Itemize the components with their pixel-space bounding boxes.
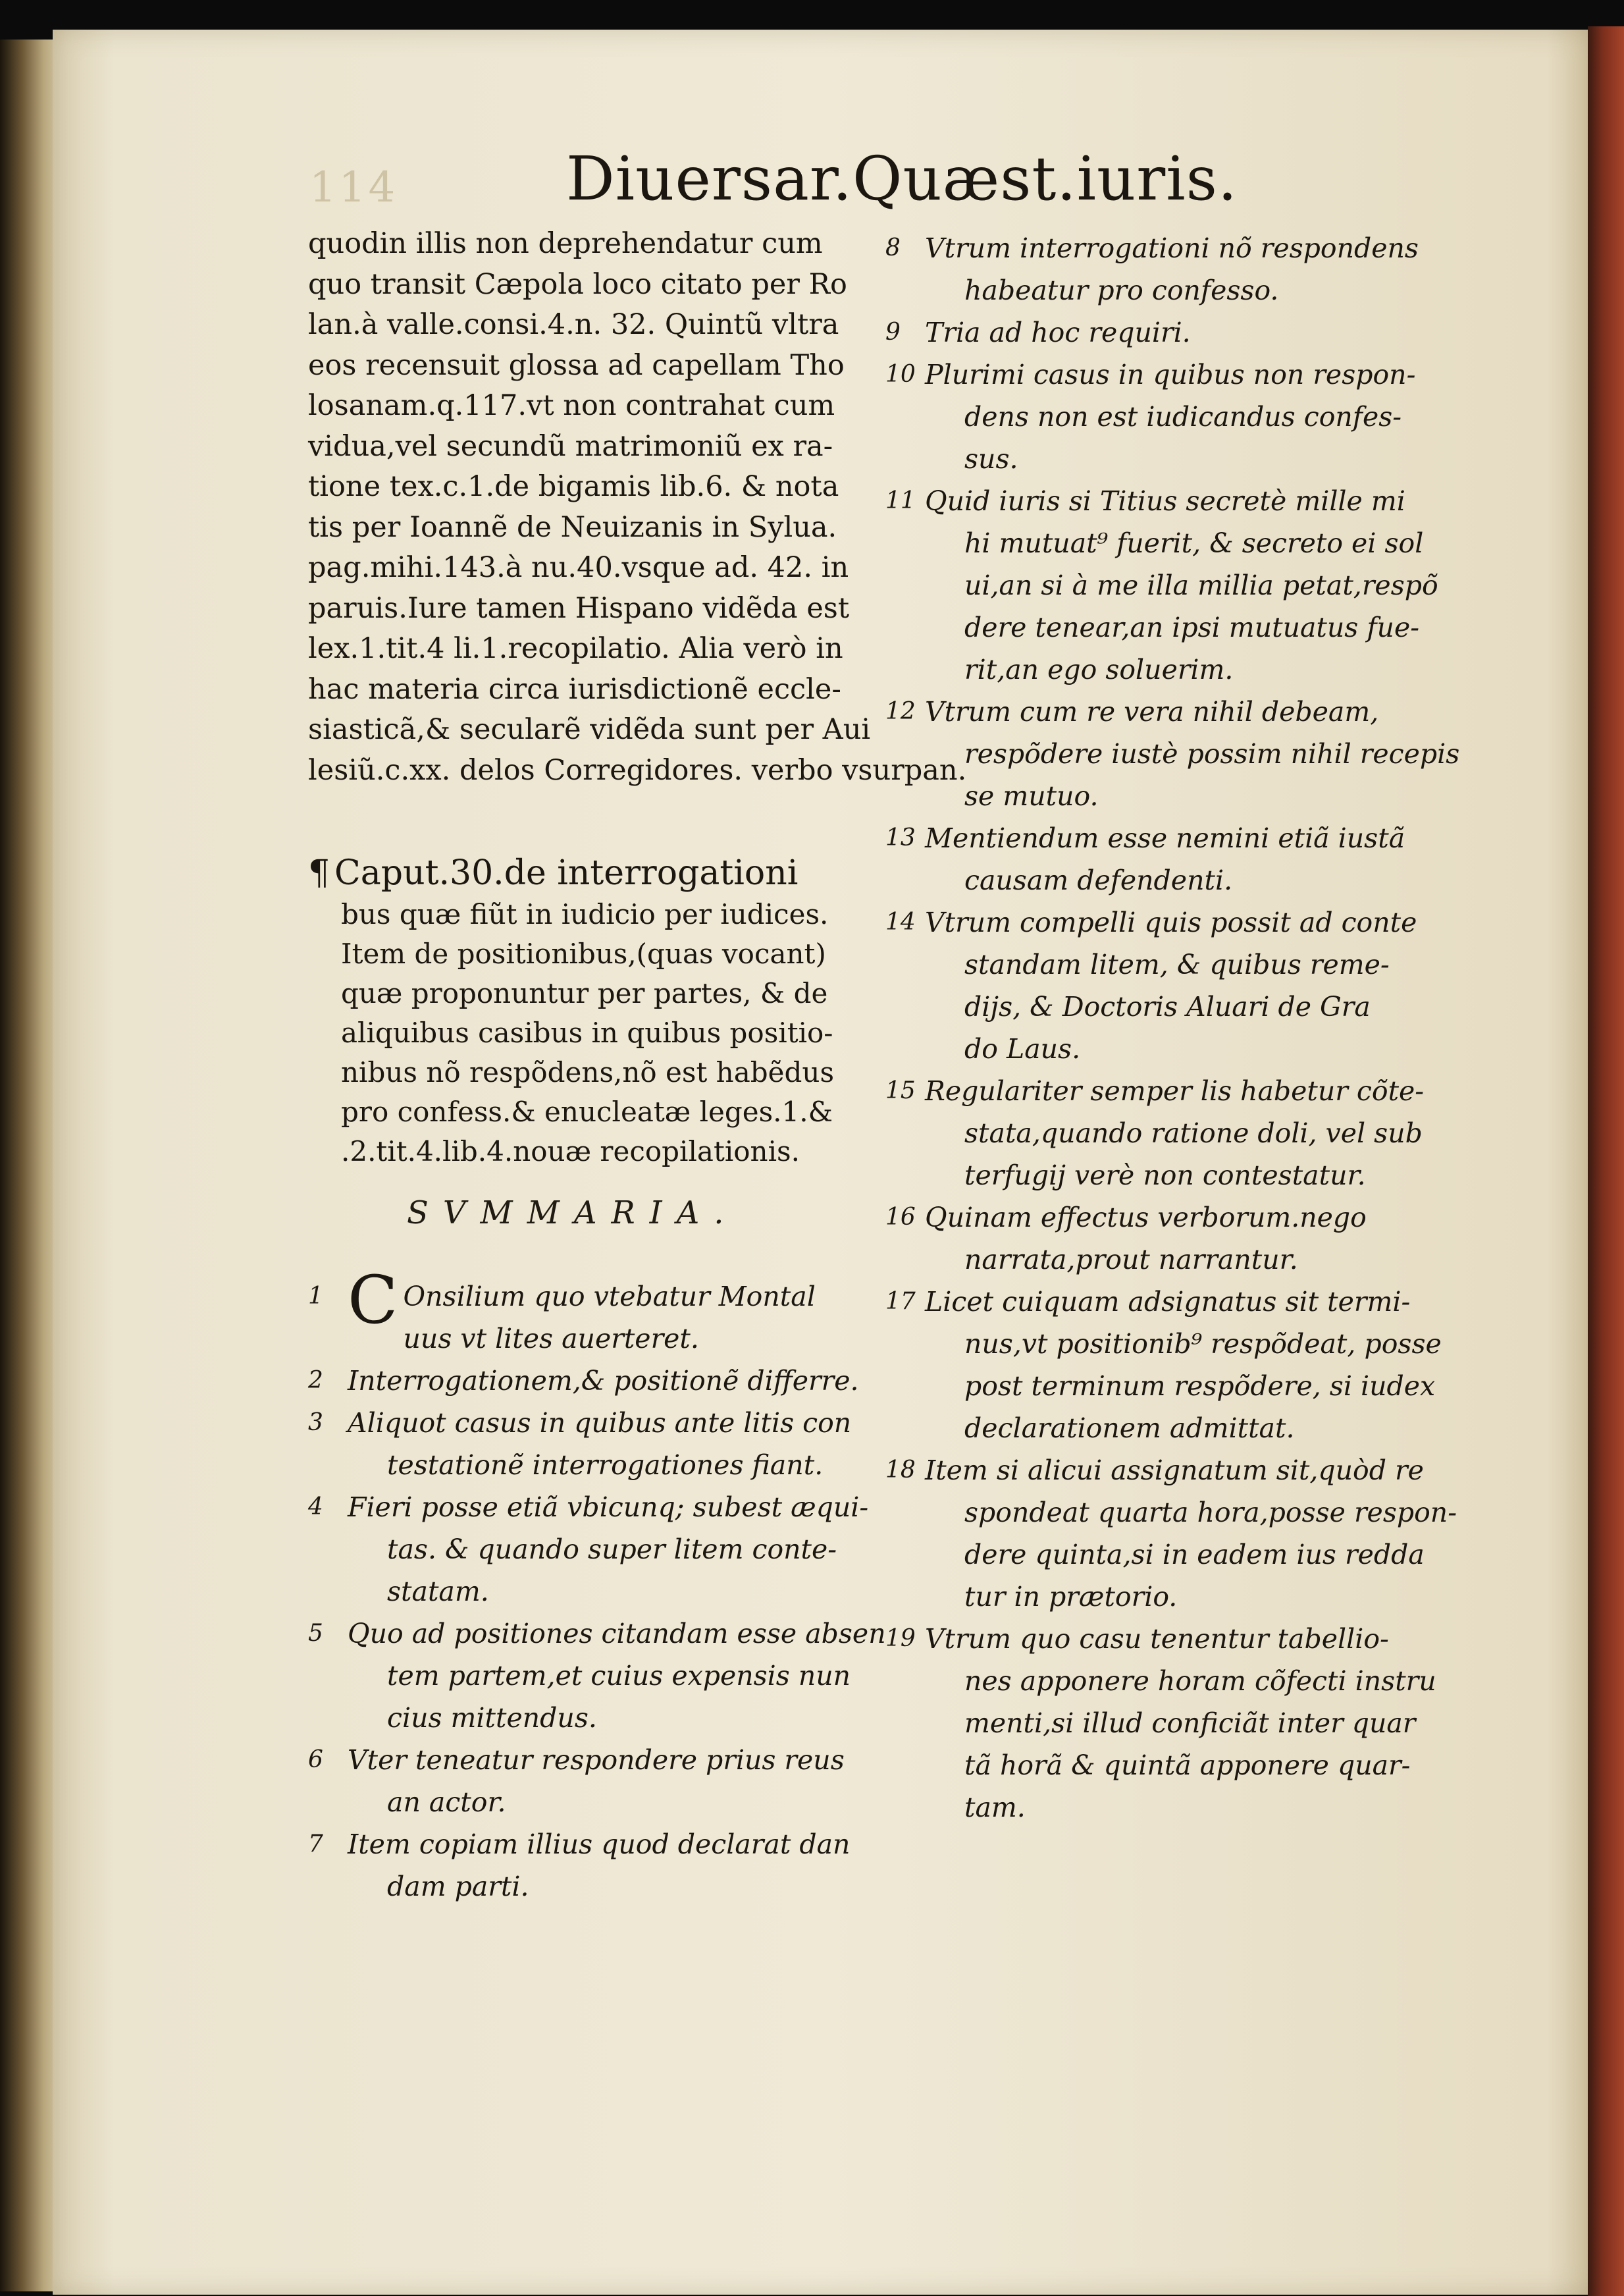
entry-line <box>885 1576 1412 1618</box>
summary-entry <box>885 1449 1457 1618</box>
entry-number: 8 <box>885 234 901 261</box>
entry-text: Fieri posse etiã vbicunq; subest æqui- <box>348 1491 869 1523</box>
entry-text: tã horã & quintã apponere quar- <box>964 1749 1411 1781</box>
entry-text: tas. & quando super litem conte- <box>387 1534 837 1565</box>
entry-line <box>885 1702 1416 1744</box>
summaria-list-left <box>308 1262 886 1908</box>
entry-line <box>885 227 1419 269</box>
entry-line <box>885 944 1412 986</box>
chapter-line: nibus nõ respõdens,nõ est habẽdus <box>341 1056 835 1088</box>
summary-entry <box>885 901 1417 1070</box>
entry-line <box>308 1360 859 1402</box>
summaria-heading: SVMMARIA. <box>407 1194 739 1231</box>
entry-line <box>885 1028 1412 1070</box>
entry-line <box>885 1196 1412 1239</box>
entry-line <box>885 1070 1425 1112</box>
entry-line <box>885 1449 1424 1491</box>
entry-text: dere quinta,si in eadem ius redda <box>964 1539 1425 1570</box>
entry-text: tem partem,et cuius expensis nun <box>387 1660 851 1692</box>
entry-line <box>308 1570 835 1613</box>
entry-text: rit,an ego soluerim. <box>964 654 1234 685</box>
entry-line <box>308 1655 851 1697</box>
entry-line <box>308 1697 835 1739</box>
entry-number: 1 <box>308 1283 323 1310</box>
entry-text: Quid iuris si Titius secretè mille mi <box>925 485 1405 517</box>
entry-line <box>885 1365 1436 1407</box>
chapter-line: quæ proponuntur per partes, & de <box>341 977 828 1009</box>
entry-line <box>885 1112 1423 1154</box>
entry-line <box>885 269 1412 311</box>
entry-number: 7 <box>308 1830 323 1857</box>
entry-line <box>308 1613 886 1655</box>
chapter-title: Caput.30.de interrogationi <box>334 853 799 893</box>
entry-line <box>885 606 1420 649</box>
entry-line <box>885 480 1412 522</box>
entry-text: Vtrum cum re vera nihil debeam, <box>925 696 1379 728</box>
entry-text: Aliquot casus in quibus ante litis con <box>348 1407 852 1439</box>
summary-entry <box>885 691 1460 817</box>
entry-number: 15 <box>885 1077 916 1104</box>
entry-text: cius mittendus. <box>387 1702 597 1734</box>
folio-number: 114 <box>309 163 398 212</box>
entry-line <box>885 1154 1412 1196</box>
chapter-line: pro confess.& enucleatæ leges.1.& <box>341 1096 833 1128</box>
entry-text: Item si alicui assignatum sit,quòd re <box>925 1455 1424 1486</box>
entry-text: dam parti. <box>387 1871 529 1902</box>
body-line: lex.1.tit.4 li.1.recopilatio. Alia verò in <box>308 632 843 665</box>
entry-text: habeatur pro confesso. <box>964 275 1279 306</box>
chapter-line: aliquibus casibus in quibus positio- <box>341 1017 833 1049</box>
summaria-list-right <box>885 227 1460 1829</box>
entry-text: Vtrum quo casu tenentur tabellio- <box>925 1623 1389 1655</box>
entry-text: spondeat quarta hora,posse respon- <box>964 1497 1457 1528</box>
chapter-lines <box>308 895 835 1171</box>
entry-text: nes apponere horam cõfecti instru <box>964 1665 1436 1697</box>
entry-text: Vtrum compelli quis possit ad conte <box>925 907 1417 938</box>
entry-text: Vter teneatur respondere prius reus <box>348 1744 845 1776</box>
summary-entry <box>308 1739 845 1823</box>
body-line: eos recensuit glossa ad capellam Tho <box>308 348 845 382</box>
entry-line <box>885 901 1417 944</box>
entry-number: 2 <box>308 1367 323 1394</box>
body-line: lesiũ.c.xx. delos Corregidores. verbo vsurpan. <box>308 753 967 787</box>
entry-line <box>885 1618 1412 1660</box>
entry-line <box>885 1660 1436 1702</box>
entry-line <box>885 564 1438 606</box>
entry-text: do Laus. <box>964 1033 1081 1065</box>
body-line: paruis.Iure tamen Hispano vidẽda est <box>308 591 850 625</box>
entry-number: 3 <box>308 1409 323 1436</box>
entry-text: Quinam effectus verborum.nego <box>925 1202 1367 1233</box>
entry-text: Vtrum interrogationi nõ respondens <box>925 232 1419 264</box>
entry-number: 18 <box>885 1456 916 1483</box>
body-line: quodin illis non deprehendatur cum <box>308 227 823 260</box>
entry-text: standam litem, & quibus reme- <box>964 949 1390 980</box>
summary-entry <box>308 1823 851 1908</box>
entry-line <box>885 311 1412 354</box>
entry-line <box>885 438 1412 480</box>
summary-entry <box>885 1281 1442 1449</box>
entry-text: an actor. <box>387 1786 506 1818</box>
chapter-line: bus quæ fiũt in iudicio per iudices. <box>341 898 829 930</box>
entry-line <box>308 1528 835 1570</box>
entry-number: 6 <box>308 1746 323 1773</box>
chapter-first-line <box>308 851 835 895</box>
chapter-line: Item de positionibus,(quas vocant) <box>341 938 826 970</box>
summary-entry <box>308 1613 886 1739</box>
entry-line <box>885 986 1412 1028</box>
entry-number: 19 <box>885 1625 916 1652</box>
summary-entry <box>885 1618 1436 1829</box>
entry-line <box>885 859 1412 901</box>
entry-line <box>308 1781 835 1823</box>
entry-text: sus. <box>964 443 1018 475</box>
entry-line <box>885 1281 1412 1323</box>
entry-text: tam. <box>964 1792 1026 1823</box>
entry-text: hi mutuat⁹ fuerit, & secreto ei sol <box>964 527 1424 559</box>
entry-text: menti,si illud conficiãt inter quar <box>964 1707 1416 1739</box>
entry-text: ui,an si à me illa millia petat,respõ <box>964 570 1438 601</box>
summary-entry <box>885 817 1412 901</box>
entry-line <box>885 691 1412 733</box>
entry-line <box>885 1534 1425 1576</box>
entry-text: Regulariter semper lis habetur cõte- <box>925 1075 1425 1107</box>
entry-line <box>885 1239 1412 1281</box>
body-line: losanam.q.117.vt non contrahat cum <box>308 389 835 422</box>
summary-entry <box>885 1070 1425 1196</box>
summary-entry <box>885 311 1412 354</box>
entry-text: uus vt lites auerteret. <box>403 1323 699 1354</box>
entry-line <box>885 396 1412 438</box>
body-line: quo transit Cæpola loco citato per Ro <box>308 267 847 301</box>
entry-line <box>308 1402 852 1444</box>
entry-text: dijs, & Doctoris Aluari de Gra <box>964 991 1371 1023</box>
entry-text: se mutuo. <box>964 780 1099 812</box>
entry-text: Licet cuiquam adsignatus sit termi- <box>925 1286 1411 1318</box>
entry-text: terfugij verè non contestatur. <box>964 1160 1366 1191</box>
entry-number: 10 <box>885 361 916 388</box>
entry-line <box>885 1786 1412 1829</box>
entry-text: Onsilium quo vtebatur Montal <box>403 1281 816 1312</box>
entry-line <box>885 1744 1412 1786</box>
entry-number: 5 <box>308 1620 323 1647</box>
body-line: hac materia circa iurisdictionẽ eccle- <box>308 672 841 706</box>
entry-line <box>885 733 1460 775</box>
entry-number: 17 <box>885 1288 916 1315</box>
summary-entry <box>885 480 1438 691</box>
entry-line <box>885 1407 1412 1449</box>
body-line: tis per Ioannẽ de Neuizanis in Sylua. <box>308 510 837 544</box>
entry-line <box>308 1865 835 1908</box>
entry-line <box>885 354 1416 396</box>
summary-entry <box>308 1360 859 1402</box>
entry-text: respõdere iustè possim nihil recepis <box>964 738 1460 770</box>
drop-cap: C <box>348 1262 398 1339</box>
summary-entry <box>885 227 1419 311</box>
body-line: pag.mihi.143.à nu.40.vsque ad. 42. in <box>308 551 849 584</box>
summary-entry <box>885 354 1416 480</box>
entry-line <box>885 1491 1457 1534</box>
entry-number: 11 <box>885 487 916 514</box>
entry-line <box>885 1323 1442 1365</box>
entry-text: Item copiam illius quod declarat dan <box>348 1829 851 1860</box>
summary-entry <box>885 1196 1412 1281</box>
entry-number: 16 <box>885 1204 916 1231</box>
chapter-heading <box>308 851 835 1171</box>
entry-text: causam defendenti. <box>964 865 1233 896</box>
book-spine-right <box>1588 26 1624 2296</box>
summary-entry <box>308 1262 835 1360</box>
entry-text: Interrogationem,& positionẽ differre. <box>348 1365 859 1397</box>
body-line: vidua,vel secundũ matrimoniũ ex ra- <box>308 429 833 463</box>
body-line: tione tex.c.1.de bigamis lib.6. & nota <box>308 470 839 503</box>
right-column <box>885 227 1460 1829</box>
entry-text: declarationem admittat. <box>964 1412 1295 1444</box>
entry-line <box>885 649 1412 691</box>
pilcrow-mark: ¶ <box>308 853 330 893</box>
entry-line <box>308 1739 845 1781</box>
entry-line <box>308 1486 869 1528</box>
body-line: siasticã,& secularẽ vidẽda sunt per Aui <box>308 713 871 746</box>
entry-text: Tria ad hoc requiri. <box>925 317 1191 348</box>
entry-number: 14 <box>885 909 916 936</box>
entry-text: tur in prætorio. <box>964 1581 1178 1613</box>
entry-text: statam. <box>387 1576 489 1607</box>
entry-line <box>885 817 1412 859</box>
entry-text: Mentiendum esse nemini etiã iustã <box>925 822 1405 854</box>
entry-text: stata,quando ratione doli, vel sub <box>964 1117 1423 1149</box>
entry-text: narrata,prout narrantur. <box>964 1244 1298 1275</box>
entry-number: 13 <box>885 824 916 851</box>
entry-line <box>308 1823 851 1865</box>
entry-number: 12 <box>885 698 916 725</box>
summary-entry <box>308 1486 869 1613</box>
entry-line <box>885 522 1424 564</box>
entry-text: Quo ad positiones citandam esse absen <box>348 1618 886 1649</box>
running-head: Diuersar.Quæst.iuris. <box>566 144 1238 214</box>
summary-entry <box>308 1402 852 1486</box>
entry-number: 4 <box>308 1493 323 1520</box>
body-line: lan.à valle.consi.4.n. 32. Quintũ vltra <box>308 308 839 341</box>
entry-line <box>308 1444 835 1486</box>
entry-text: Plurimi casus in quibus non respon- <box>925 359 1416 390</box>
entry-line <box>885 775 1412 817</box>
entry-text: testationẽ interrogationes fiant. <box>387 1449 824 1481</box>
entry-text: dere tenear,an ipsi mutuatus fue- <box>964 612 1420 643</box>
chapter-line: .2.tit.4.lib.4.nouæ recopilationis. <box>341 1135 800 1167</box>
entry-number: 9 <box>885 319 901 346</box>
entry-text: dens non est iudicandus confes- <box>964 401 1402 433</box>
entry-text: nus,vt positionib⁹ respõdeat, posse <box>964 1328 1442 1360</box>
entry-text: post terminum respõdere, si iudex <box>964 1370 1436 1402</box>
